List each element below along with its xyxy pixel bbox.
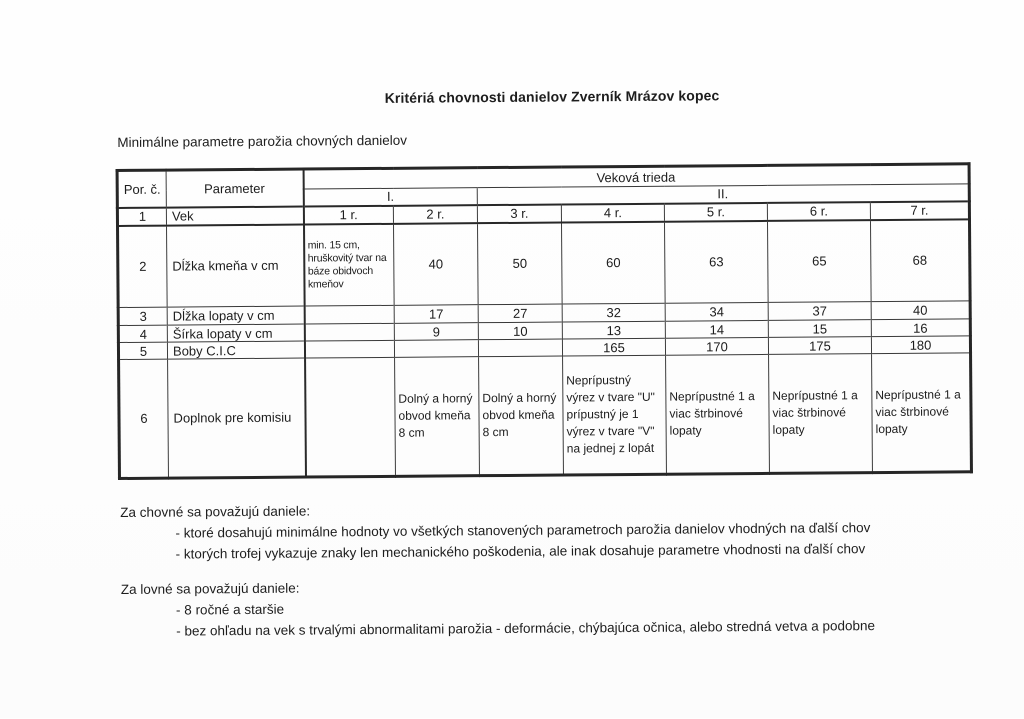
criteria-table [116,162,973,480]
value-cell: 50 [477,222,562,305]
value-cell: 2 r. [393,205,477,224]
value-cell: 3 r. [477,204,561,223]
header-por-c: Por. č. [117,170,166,207]
note-heading: Za lovné sa považujú daniele: [120,580,300,597]
value-cell: Dolný a horný obvod kmeňa 8 cm [479,356,564,476]
value-cell: 13 [562,321,665,339]
value-cell [304,323,394,341]
parameter-cell: Dĺžka kmeňa v cm [166,224,304,307]
header-vekova-trieda: Veková trieda [303,164,969,189]
value-cell [394,340,478,358]
document-title: Kritériá chovnosti danielov Zverník Mrázov kopec [384,87,720,106]
parameter-cell: Boby C.I.C [167,341,304,359]
table-caption: Minimálne parametre parožia chovných danielov [117,132,408,151]
value-cell: Neprípustný výrez v tvare "U" prípustný je 1 výrez v tvare "V" na jednej z lopát [563,355,667,475]
parameter-cell: Dĺžka lopaty v cm [167,306,304,325]
notes-huntable [121,576,875,642]
row-number-cell: 3 [118,307,167,325]
value-cell: 5 r. [664,202,767,221]
value-cell: Neprípustné 1 a viac štrbinové lopaty [666,354,770,474]
row-number-cell: 1 [117,207,166,225]
value-cell: 16 [871,319,970,337]
note-item: - ktoré dosahujú minimálne hodnoty vo všetkých stanovených parametroch parožia danielov vhodných na ďalší chov [175,520,871,541]
value-cell: 4 r. [561,203,664,222]
value-cell: 7 r. [870,201,969,220]
header-age-class-ii: II. [477,184,969,205]
value-cell: Dolný a horný obvod kmeňa 8 cm [395,357,480,477]
table-row [119,353,972,479]
value-cell [304,340,394,358]
value-cell: Neprípustné 1 a viac štrbinové lopaty [872,353,972,473]
value-cell: min. 15 cm, hruškovitý tvar na báze obidvoch kmeňov [303,223,394,306]
row-number-cell: 5 [118,342,167,359]
value-cell: 17 [394,305,478,324]
value-cell: 27 [478,304,562,323]
value-cell: 68 [870,219,970,302]
header-age-class-i: I. [303,188,477,206]
value-cell [478,339,562,357]
parameter-cell: Vek [166,206,303,225]
note-heading: Za chovné sa považujú daniele: [120,503,311,520]
value-cell: 6 r. [767,202,870,221]
note-item: - 8 ročné a staršie [175,601,285,618]
header-parameter: Parameter [166,169,303,207]
value-cell: 1 r. [303,205,393,224]
value-cell: 15 [768,320,871,338]
row-number-cell: 2 [118,225,168,307]
value-cell: 65 [767,220,871,303]
value-cell: 10 [478,322,562,340]
notes-breeding [120,499,870,565]
value-cell: 180 [871,336,970,354]
value-cell: 165 [562,338,665,356]
value-cell: 60 [561,221,665,304]
parameter-cell: Doplnok pre komisiu [168,358,306,478]
value-cell: Neprípustné 1 a viac štrbinové lopaty [769,354,873,474]
value-cell: 32 [562,303,665,322]
value-cell: 34 [665,302,768,321]
note-item: - bez ohľadu na vek s trvalými abnormalitami parožia - deformácie, chýbajúca očnica, alebo stredná vetva a podobne [176,618,876,639]
row-number-cell: 6 [119,359,169,478]
row-number-cell: 4 [118,325,167,342]
note-item: - ktorých trofej vykazuje znaky len mechanického poškodenia, ale inak dosahuje parametre vhodnosti na ďalší chov [175,541,866,562]
value-cell: 63 [664,220,768,303]
value-cell [305,357,396,477]
value-cell: 175 [768,337,871,355]
parameter-cell: Šírka lopaty v cm [167,324,304,342]
value-cell: 37 [768,302,871,321]
value-cell: 40 [871,301,970,320]
value-cell: 9 [394,323,478,341]
value-cell [304,305,394,324]
value-cell: 170 [665,337,768,355]
value-cell: 14 [665,320,768,338]
value-cell: 40 [393,223,478,306]
table-row [118,219,971,308]
